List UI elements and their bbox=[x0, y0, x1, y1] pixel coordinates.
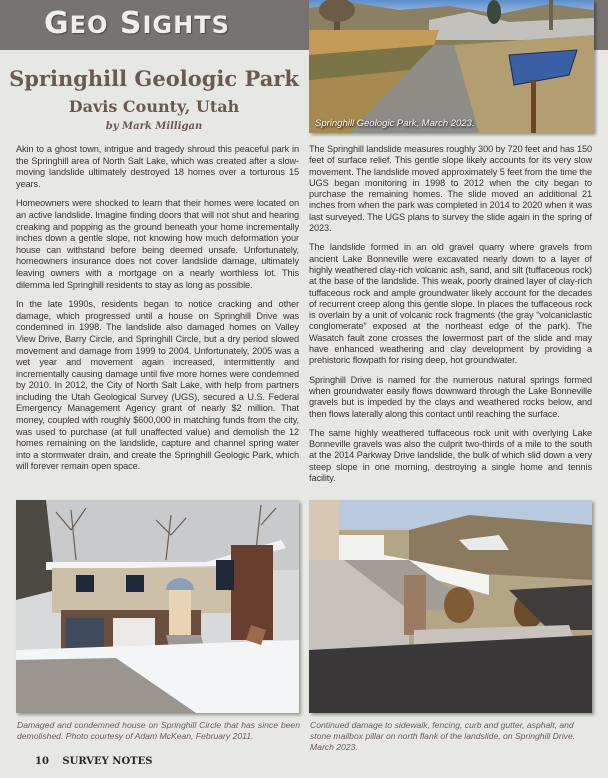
article-byline: by Mark Milligan bbox=[105, 121, 203, 132]
street-photo-caption: Continued damage to sidewalk, fencing, curb and gutter, asphalt, and stone mailbox pillar on north flank of the landslide, on Springhill Drive. March 2023. bbox=[310, 720, 576, 752]
page-footer bbox=[35, 756, 152, 767]
damaged-sidewalk-photo bbox=[309, 500, 592, 713]
house-illustration bbox=[16, 500, 299, 713]
paragraph: The same highly weathered tuffaceous rock unit with overlying Lake Bonneville gravels was also the culprit two-thirds of a mile to the south at the 2014 Parkway Drive landslide, the bulk of which slid down a very steep slope in one morning, destroying a single home and tennis facility. bbox=[309, 427, 592, 484]
paragraph: In the late 1990s, residents began to notice cracking and other damage, which progressed until a house on Springhill Drive was condemned in 1998. The landslide also damaged homes on Valley View Drive, Barry Circle, and Springhill Circle, but a dry period slowed movement and damage from 1999 to 2004. Unfortunately, 2005 was a wet year and movement again increased, intermittently and incrementally causing damage until five more homes were condemned by 2010. In 2012, the City of North Salt Lake, with help from partners including the Utah Geological Survey (UGS), secured a U.S. Federal Emergency Management Agency grant of nearly $2 million. That money, coupled with roughly $600,000 in matching funds from the city, was used to purchase (at full unaffected value) and demolish the 12 homes remaining on the landslide, capture and channel spring water into a stormwater drain, and create the Springhill Geologic Park, which will forever remain open space. bbox=[16, 299, 299, 472]
paragraph: The landslide formed in an old gravel quarry where gravels from ancient Lake Bonneville were excavated nearly down to a layer of highly weathered clay-rich volcanic ash, sand, and silt (tuffaceous rock) at the base of the landslide. This weak, poorly drained layer of clay-rich tuffaceous rock and ample groundwater likely account for the decades of recurrent creep along this gentle slope. In places the tuffaceous rock is overlain by a unit of volcanic rock fragments (the gray “volcaniclastic conglomerate” exposed at the northeast edge of the park). The Wasatch fault zone crosses the lowermost part of the slide and may have enhanced weathering and clay development by providing a prehistoric flowpath for rising deep, hot groundwater. bbox=[309, 242, 592, 366]
house-photo-caption: Damaged and condemned house on Springhill Circle that has since been demolished. Photo courtesy of Adam McKean, February 2011. bbox=[17, 720, 300, 741]
park-trail-illustration bbox=[309, 0, 594, 133]
paragraph: Homeowners were shocked to learn that their homes were located on an active landslide. Imagine finding doors that will not shut and hearing creaking and popping as the ground beneath your home incrementally inches down a gentle slope, not knowing how much deformation your house can withstand before being deemed unsafe. Unfortunately, homeowners insurance does not cover landslide damage, ultimately leaving owners with a mortgage on a nearly worthless lot. This dilemma led Springhill residents to stay as long as possible. bbox=[16, 198, 299, 290]
article-title: Springhill Geologic Park bbox=[9, 66, 299, 91]
street-illustration bbox=[309, 500, 592, 713]
logo-letters: EO bbox=[69, 11, 109, 39]
section-logo-geosights bbox=[44, 6, 230, 41]
hero-photo-caption: Springhill Geologic Park, March 2023. bbox=[315, 118, 475, 129]
logo-letters: IGHTS bbox=[142, 11, 230, 39]
stone-mailbox-pillar bbox=[404, 575, 426, 635]
condemned-house-photo bbox=[16, 500, 299, 713]
logo-letter: G bbox=[44, 6, 70, 41]
article-subtitle: Davis County, Utah bbox=[68, 97, 240, 116]
paragraph: The Springhill landslide measures roughly 300 by 720 feet and has 150 feet of surface relief. This gentle slope likely accounts for its very slow movement. The landslide moved approximately 5 feet from the time the UGS began monitoring in 1998 to 2012 when the city began to purchase the remaining homes. The slide moved an additional 21 inches from when the park was completed in 2014 to 2020 when it was last surveyed. The UGS plans to survey the slide again in the spring of 2023. bbox=[309, 144, 592, 234]
hero-photo-park-trail bbox=[309, 0, 594, 133]
logo-letter: S bbox=[119, 6, 143, 41]
right-text-column bbox=[309, 144, 592, 492]
paragraph: Akin to a ghost town, intrigue and tragedy shroud this peaceful park in the Springhill area of North Salt Lake, which was created after a slow-moving landslide ultimately destroyed 18 homes over a torturous 15 years. bbox=[16, 144, 299, 189]
left-text-column bbox=[16, 144, 299, 481]
publication-name: SURVEY NOTES bbox=[62, 756, 153, 767]
paragraph: Springhill Drive is named for the numerous natural springs formed when groundwater easily flows downward through the Lake Bonneville gravels but is impeded by the clays and weathered rocks below, and then flows laterally along this contact until reaching the surface. bbox=[309, 374, 592, 419]
page-number: 10 bbox=[35, 756, 49, 767]
